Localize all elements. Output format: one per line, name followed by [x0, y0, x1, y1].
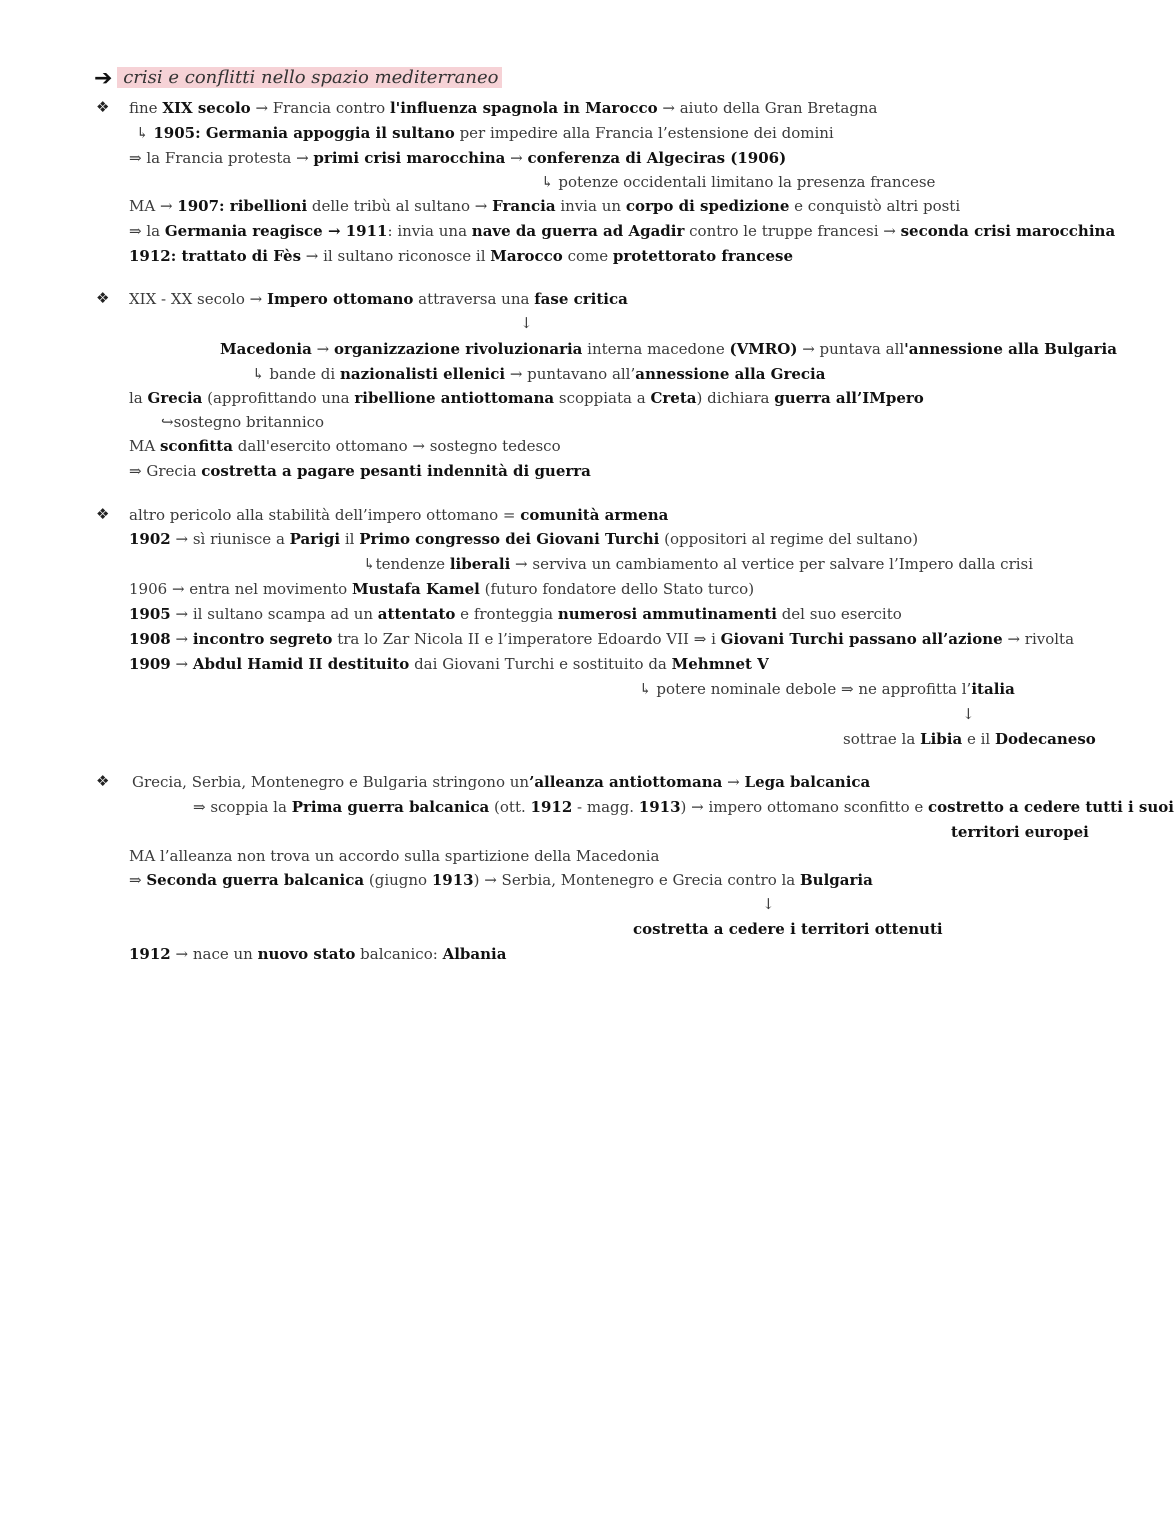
note-line: [161, 412, 324, 432]
bold-text: guerra all’IMpero: [774, 389, 924, 407]
note-line: [129, 579, 754, 599]
arrow-right-icon: ➔: [94, 66, 113, 91]
text: ) dichiara: [696, 389, 775, 407]
bold-text: Giovani Turchi passano all’azione: [720, 630, 1003, 648]
text: sottrae la: [843, 730, 921, 748]
bold-text: Impero ottomano: [266, 290, 414, 308]
text: ↳: [136, 124, 154, 142]
bold-text: Parigi: [289, 530, 341, 548]
note-line: [129, 221, 1115, 241]
bold-text: Libia: [920, 730, 963, 748]
text: ⇒ la Francia protesta →: [129, 149, 314, 167]
text: →: [311, 340, 334, 358]
bold-text: 1902: [129, 530, 171, 548]
bold-text: costretto a cedere tutti i suoi: [928, 798, 1174, 816]
diamond-bullet-icon: ❖: [96, 505, 110, 523]
note-line: [132, 772, 870, 792]
text: ↓: [762, 895, 775, 913]
bold-text: 1905: [129, 605, 171, 623]
text: ↓: [520, 314, 533, 332]
bold-text: 1912: [129, 945, 171, 963]
bold-text: 1912: [530, 798, 573, 816]
diamond-bullet-icon: ❖: [96, 98, 110, 116]
down-arrow: [520, 313, 533, 333]
text: → rivolta: [1002, 630, 1075, 648]
bold-text: protettorato francese: [612, 247, 794, 265]
bold-text: ribellione antiottomana: [354, 389, 555, 407]
bold-text: primi crisi marocchina: [313, 149, 506, 167]
bold-text: 1912: trattato di Fès: [129, 247, 302, 265]
text: → puntavano all’: [505, 365, 636, 383]
bold-text: conferenza di Algeciras (1906): [527, 149, 787, 167]
bold-text: 1913: [431, 871, 474, 889]
bold-text: 1909: [129, 655, 171, 673]
bold-text: Lega balcanica: [744, 773, 871, 791]
note-line: [129, 98, 878, 118]
bold-text: comunità armena: [520, 506, 669, 524]
text: ↳ potere nominale debole ⇒ ne approfitta l’: [639, 680, 972, 698]
text: interna macedone: [582, 340, 730, 358]
text: ↳ bande di: [252, 365, 340, 383]
bold-text: seconda crisi marocchina: [900, 222, 1116, 240]
text: Grecia, Serbia, Montenegro e Bulgaria stringono un: [132, 773, 530, 791]
text: ⇒ scoppia la: [193, 798, 292, 816]
bold-text: Marocco: [490, 247, 563, 265]
text: → aiuto della Gran Bretagna: [657, 99, 878, 117]
text: contro le truppe francesi →: [684, 222, 901, 240]
note-line: [129, 289, 628, 309]
note-line: [129, 461, 591, 481]
text: MA l’alleanza non trova un accordo sulla spartizione della Macedonia: [129, 847, 660, 865]
text: la: [129, 389, 148, 407]
note-line: [136, 123, 834, 143]
note-line: [129, 629, 1074, 649]
text: → sì riunisce a: [170, 530, 290, 548]
text: ↳ potenze occidentali limitano la presenza francese: [541, 173, 936, 191]
text: MA →: [129, 197, 178, 215]
bold-text: Germania reagisce → 1911: [164, 222, 388, 240]
note-line: [633, 919, 943, 939]
bold-text: Primo congresso dei Giovani Turchi: [359, 530, 660, 548]
bold-text: italia: [971, 680, 1015, 698]
note-line: [129, 246, 793, 266]
note-line: [252, 364, 825, 384]
bold-text: nuovo stato: [257, 945, 356, 963]
bold-text: fase critica: [534, 290, 628, 308]
bold-text: organizzazione rivoluzionaria: [333, 340, 583, 358]
text: come: [562, 247, 613, 265]
text: dall'esercito ottomano → sostegno tedesco: [232, 437, 561, 455]
note-line: [129, 846, 659, 866]
note-line: [129, 944, 506, 964]
bold-text: Dodecaneso: [995, 730, 1096, 748]
text: del suo esercito: [776, 605, 902, 623]
bold-text: Grecia: [147, 389, 203, 407]
note-line: [639, 679, 1015, 699]
bold-text: Seconda guerra balcanica: [146, 871, 365, 889]
text: → serviva un cambiamento al vertice per salvare l’Impero dalla crisi: [510, 555, 1034, 573]
text: tra lo Zar Nicola II e l’imperatore Edoardo VII ⇒ i: [332, 630, 721, 648]
bold-text: Francia: [492, 197, 556, 215]
note-line: [541, 172, 935, 192]
text: attraversa una: [413, 290, 535, 308]
bold-text: l'influenza spagnola in Marocco: [389, 99, 658, 117]
bold-text: 1905: Germania appoggia il sultano: [153, 124, 455, 142]
note-line: [220, 339, 1117, 359]
bold-text: liberali: [449, 555, 511, 573]
bold-text: numerosi ammutinamenti: [557, 605, 777, 623]
text: ↪sostegno britannico: [161, 413, 325, 431]
note-line: [129, 388, 924, 408]
diamond-bullet-icon: ❖: [96, 289, 110, 307]
text: ) → Serbia, Montenegro e Grecia contro la: [473, 871, 800, 889]
note-line: [843, 729, 1096, 749]
text: e fronteggia: [455, 605, 558, 623]
text: balcanico:: [355, 945, 443, 963]
diamond-bullet-icon: ❖: [96, 772, 110, 790]
bold-text: Creta: [650, 389, 697, 407]
note-line: [951, 822, 1089, 842]
section-title: [94, 64, 502, 92]
text: MA: [129, 437, 160, 455]
text: - magg.: [572, 798, 639, 816]
text: : invia una: [387, 222, 472, 240]
bold-text: XIX secolo: [162, 99, 251, 117]
text: (ott.: [489, 798, 531, 816]
text: (oppositori al regime del sultano): [659, 530, 919, 548]
text: ↳tendenze: [363, 555, 450, 573]
text: → Francia contro: [250, 99, 390, 117]
note-line: [129, 604, 902, 624]
text: → puntava all: [797, 340, 905, 358]
bold-text: nave da guerra ad Agadir: [471, 222, 685, 240]
bold-text: 'annessione alla Bulgaria: [904, 340, 1117, 358]
text: (approfittando una: [202, 389, 355, 407]
text: 1906 → entra nel movimento: [129, 580, 352, 598]
bold-text: 1907: ribellioni: [177, 197, 308, 215]
bold-text: Albania: [442, 945, 507, 963]
bold-text: annessione alla Grecia: [635, 365, 826, 383]
text: →: [722, 773, 745, 791]
text: e conquistò altri posti: [789, 197, 961, 215]
text: scoppiata a: [554, 389, 651, 407]
text: invia un: [555, 197, 626, 215]
bold-text: Macedonia: [220, 340, 312, 358]
bold-text: Mehmnet V: [671, 655, 769, 673]
text: ) → impero ottomano sconfitto e: [680, 798, 929, 816]
bold-text: 1908: [129, 630, 171, 648]
text: → il sultano riconosce il: [301, 247, 491, 265]
bold-text: territori europei: [951, 823, 1089, 841]
note-line: [193, 797, 1174, 817]
bold-text: Mustafa Kamel: [351, 580, 480, 598]
text: ⇒: [129, 871, 147, 889]
text: (giugno: [364, 871, 432, 889]
bold-text: (VMRO): [729, 340, 798, 358]
text: ⇒ la: [129, 222, 165, 240]
bold-text: nazionalisti ellenici: [339, 365, 506, 383]
down-arrow: [962, 704, 975, 724]
note-line: [129, 505, 668, 525]
bold-text: costretta a pagare pesanti indennità di guerra: [201, 462, 591, 480]
text: per impedire alla Francia l’estensione dei domini: [454, 124, 834, 142]
note-line: [129, 436, 561, 456]
note-line: [129, 870, 873, 890]
text: e il: [962, 730, 995, 748]
text: →: [170, 655, 193, 673]
note-line: [129, 148, 786, 168]
bold-text: ’alleanza antiottomana: [529, 773, 723, 791]
note-line: [129, 529, 918, 549]
bold-text: incontro segreto: [192, 630, 333, 648]
bold-text: attentato: [377, 605, 456, 623]
text: ⇒ Grecia: [129, 462, 202, 480]
text: →: [170, 630, 193, 648]
text: delle tribù al sultano →: [307, 197, 493, 215]
text: XIX - XX secolo →: [129, 290, 267, 308]
text: ↓: [962, 705, 975, 723]
bold-text: Prima guerra balcanica: [291, 798, 490, 816]
bold-text: Abdul Hamid II destituito: [192, 655, 410, 673]
note-line: [363, 554, 1033, 574]
bold-text: costretta a cedere i territori ottenuti: [633, 920, 943, 938]
text: → nace un: [170, 945, 258, 963]
down-arrow: [762, 894, 775, 914]
text: il: [340, 530, 360, 548]
text: dai Giovani Turchi e sostituito da: [409, 655, 672, 673]
text: altro pericolo alla stabilità dell’impero ottomano =: [129, 506, 521, 524]
note-line: [129, 196, 960, 216]
text: (futuro fondatore dello Stato turco): [479, 580, 755, 598]
text: →: [505, 149, 528, 167]
text: → il sultano scampa ad un: [170, 605, 378, 623]
note-line: [129, 654, 769, 674]
bold-text: Bulgaria: [800, 871, 873, 889]
bold-text: 1913: [638, 798, 681, 816]
text: fine: [129, 99, 163, 117]
bold-text: corpo di spedizione: [625, 197, 790, 215]
section-title-text: crisi e conflitti nello spazio mediterraneo: [117, 67, 501, 88]
bold-text: sconfitta: [159, 437, 233, 455]
